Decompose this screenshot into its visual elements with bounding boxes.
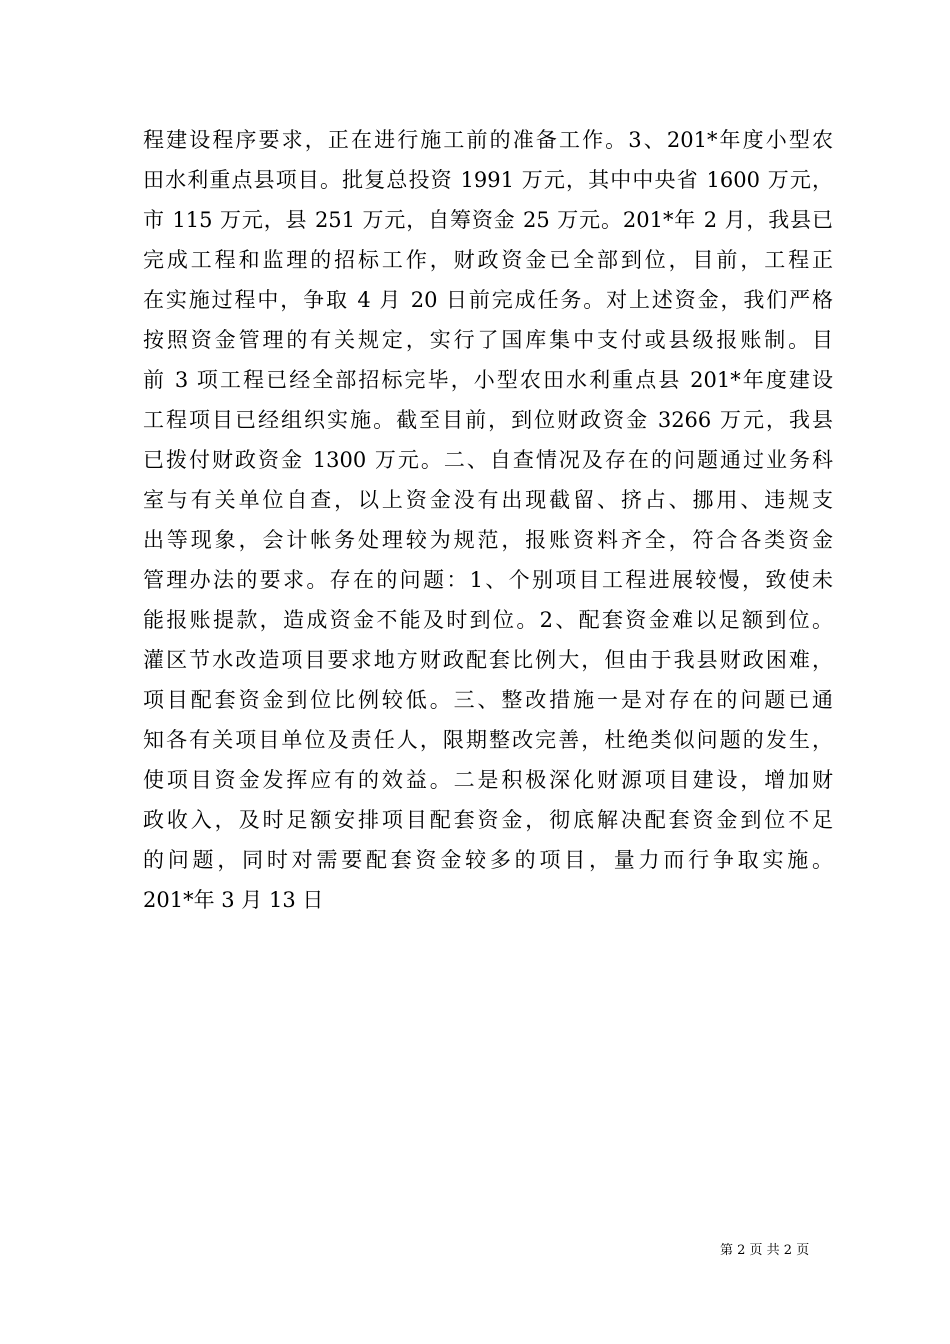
text-line: 管理办法的要求。存在的问题：1、个别项目工程进展较慢，致使未 (143, 568, 833, 592)
text-line: 市 115 万元，县 251 万元，自筹资金 25 万元。201*年 2 月，我县已 (143, 208, 833, 232)
text-line: 项目配套资金到位比例较低。三、整改措施一是对存在的问题已通 (143, 688, 833, 712)
date-line: 201*年 3 月 13 日 (143, 888, 324, 912)
text-line: 工程项目已经组织实施。截至目前，到位财政资金 3266 万元，我县 (143, 408, 833, 432)
text-line: 灌区节水改造项目要求地方财政配套比例大，但由于我县财政困难， (143, 648, 833, 672)
text-line: 出等现象，会计帐务处理较为规范，报账资料齐全，符合各类资金 (143, 528, 833, 552)
text-line: 使项目资金发挥应有的效益。二是积极深化财源项目建设，增加财 (143, 768, 833, 792)
text-line: 程建设程序要求，正在进行施工前的准备工作。3、201*年度小型农 (143, 128, 833, 152)
text-line: 按照资金管理的有关规定，实行了国库集中支付或县级报账制。目 (143, 328, 833, 352)
text-line: 完成工程和监理的招标工作，财政资金已全部到位，目前，工程正 (143, 248, 833, 272)
body-text (143, 120, 833, 920)
text-line: 能报账提款，造成资金不能及时到位。2、配套资金难以足额到位。 (143, 608, 833, 632)
text-line: 前 3 项工程已经全部招标完毕，小型农田水利重点县 201*年度建设 (143, 368, 833, 392)
text-line: 的问题，同时对需要配套资金较多的项目，量力而行争取实施。 (143, 848, 833, 872)
text-line: 知各有关项目单位及责任人，限期整改完善，杜绝类似问题的发生， (143, 728, 833, 752)
text-line: 已拨付财政资金 1300 万元。二、自查情况及存在的问题通过业务科 (143, 448, 833, 472)
text-line: 政收入，及时足额安排项目配套资金，彻底解决配套资金到位不足 (143, 808, 833, 832)
page-number: 第 2 页 共 2 页 (720, 1243, 810, 1258)
text-line: 田水利重点县项目。批复总投资 1991 万元，其中中央省 1600 万元， (143, 168, 833, 192)
text-line: 在实施过程中，争取 4 月 20 日前完成任务。对上述资金，我们严格 (143, 288, 833, 312)
text-line: 室与有关单位自查，以上资金没有出现截留、挤占、挪用、违规支 (143, 488, 833, 512)
